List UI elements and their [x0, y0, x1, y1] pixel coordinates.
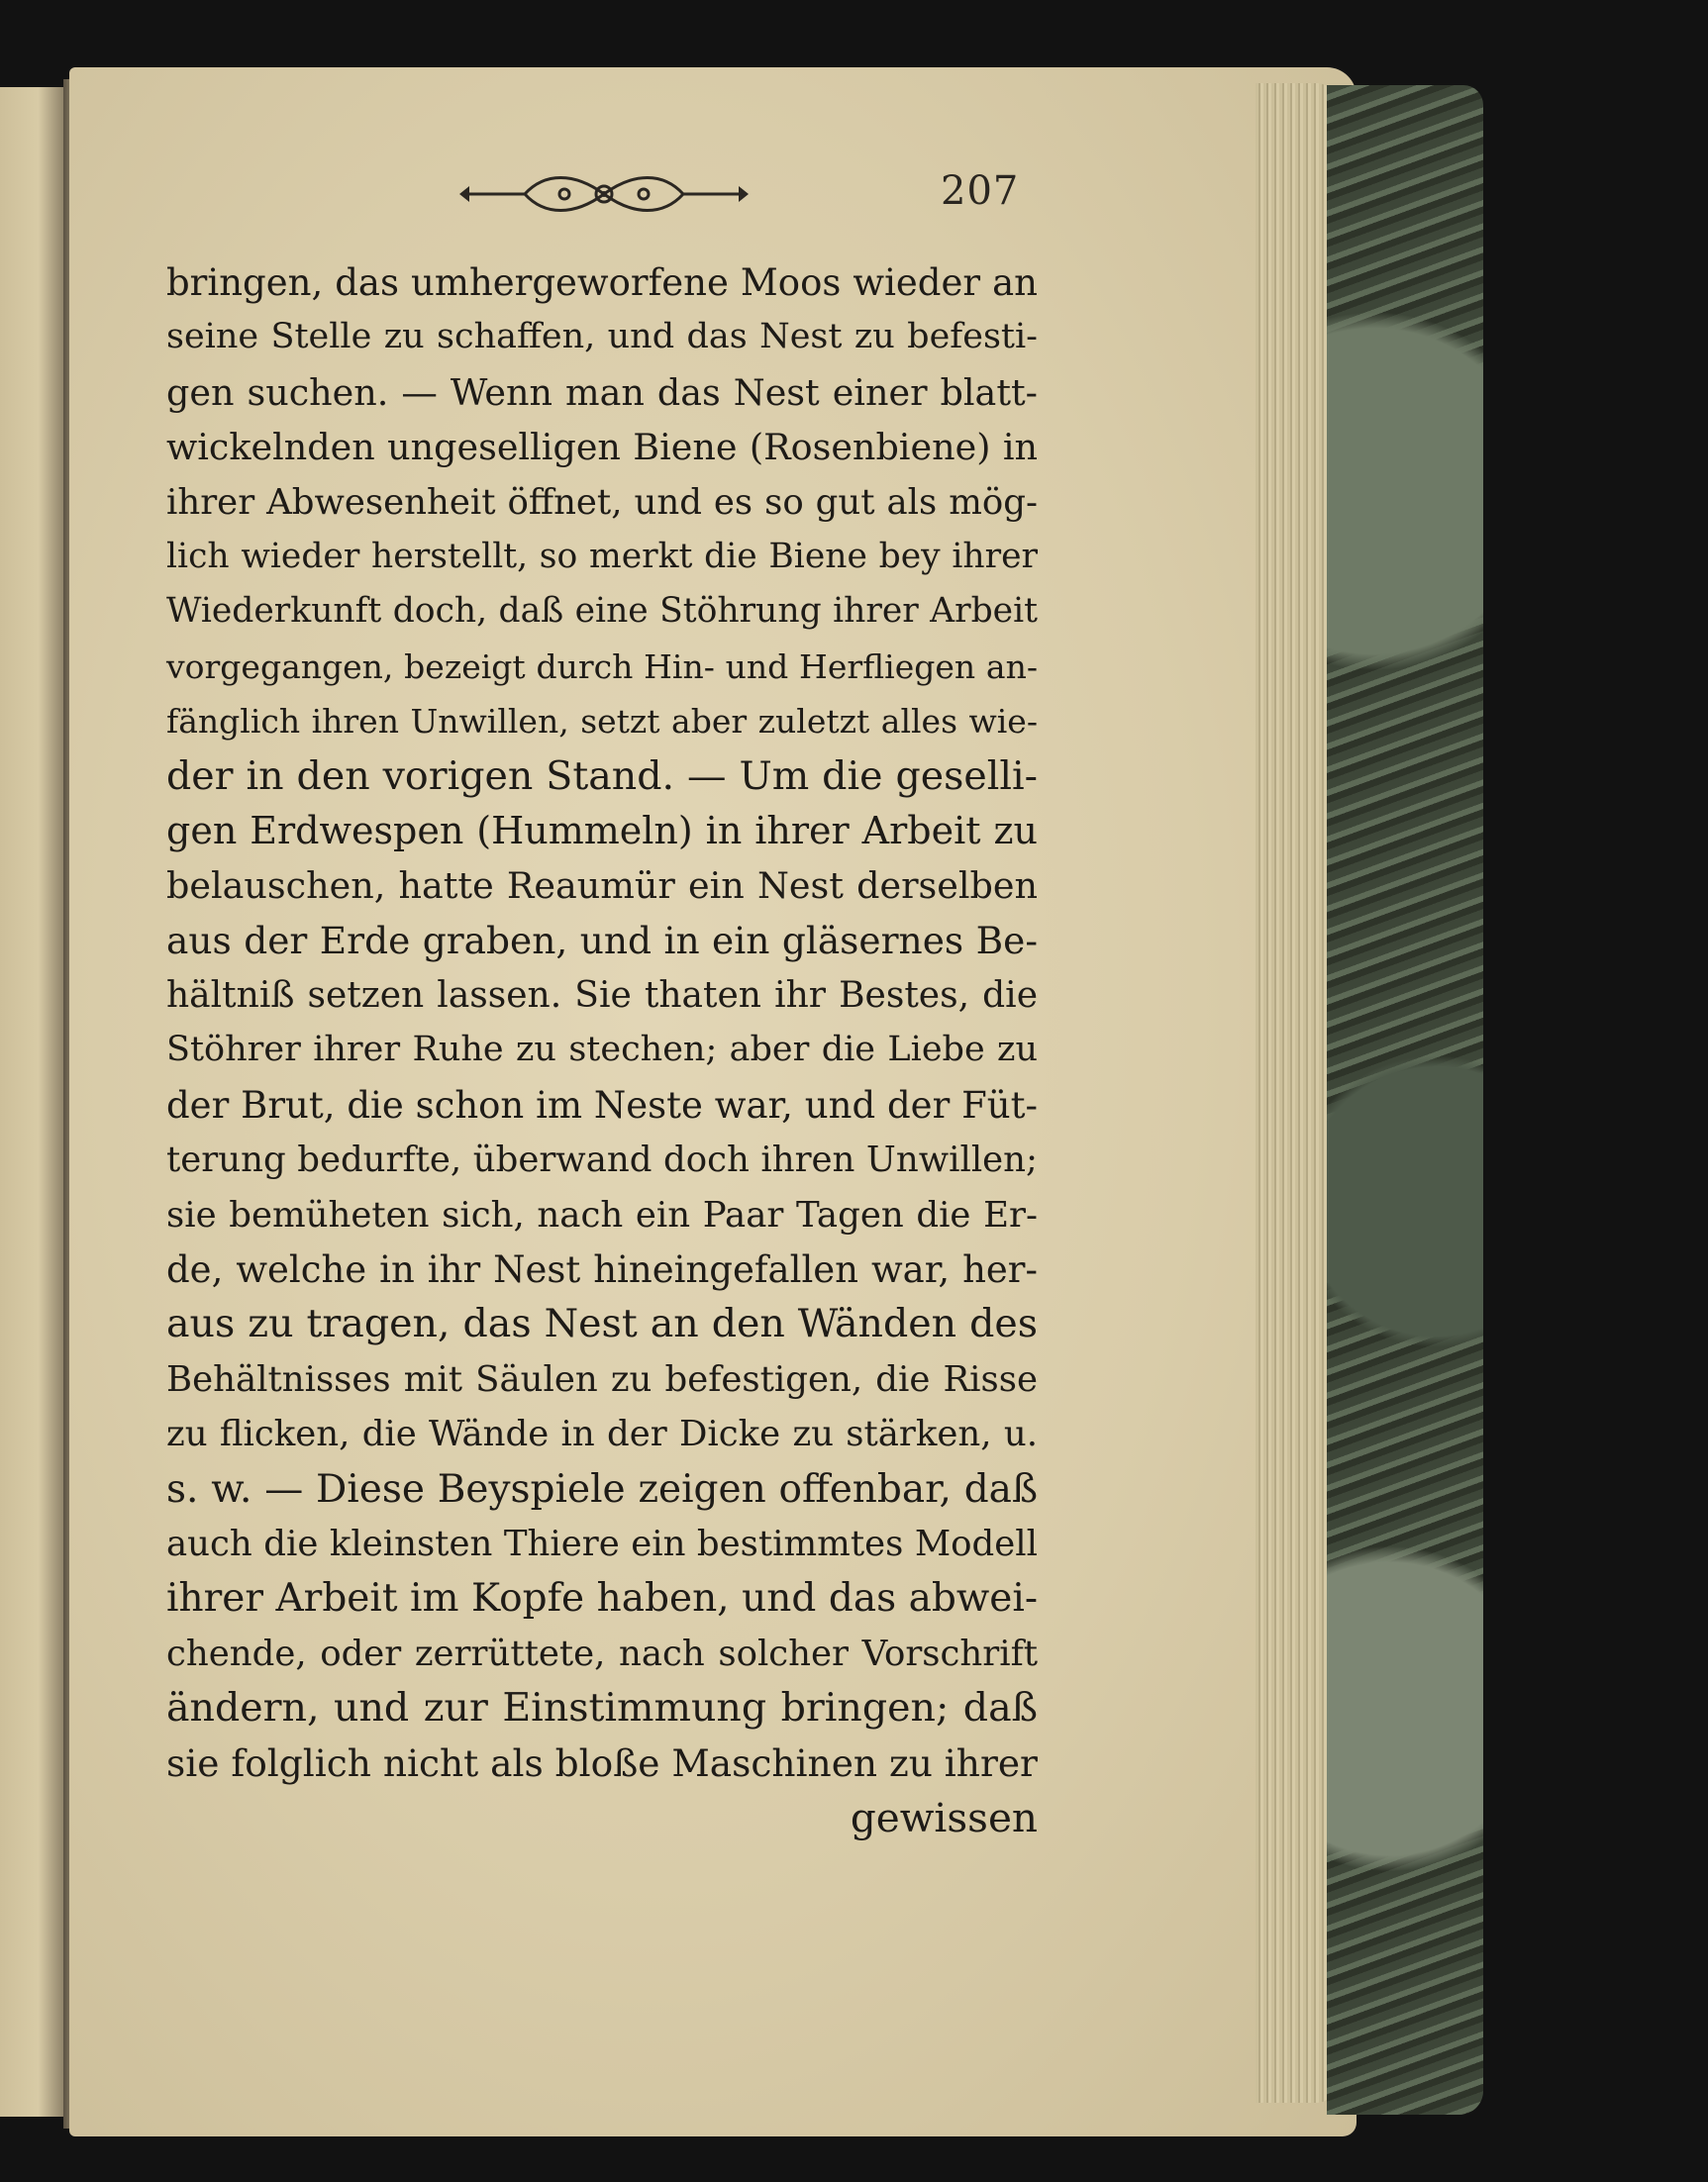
- facing-page-edge: [0, 87, 69, 2117]
- text-line: seine Stelle zu schaffen, und das Nest zu befesti-: [166, 317, 1038, 357]
- text-line: sie folglich nicht als bloße Maschinen zu ihrer: [166, 1740, 1038, 1785]
- text-line: aus zu tragen, das Nest an den Wänden des: [166, 1301, 1038, 1347]
- text-line: der in den vorigen Stand. — Um die geselli-: [166, 752, 1038, 799]
- text-line: gen Erdwespen (Hummeln) in ihrer Arbeit zu: [166, 808, 1038, 852]
- text-line: hältniß setzen lassen. Sie thaten ihr Bestes, die: [166, 975, 1038, 1017]
- text-line: wickelnden ungeselligen Biene (Rosenbiene) in: [166, 426, 1038, 469]
- marbled-cover: [1327, 85, 1483, 2115]
- text-line: ihrer Arbeit im Kopfe haben, und das abwei-: [166, 1576, 1038, 1622]
- text-line: ihrer Abwesenheit öffnet, und es so gut als mög-: [166, 481, 1038, 523]
- text-line: s. w. — Diese Beyspiele zeigen offenbar, daß: [166, 1466, 1038, 1512]
- text-line: aus der Erde graben, und in ein gläsernes Be-: [166, 918, 1038, 962]
- text-line: chende, oder zerrüttete, nach solcher Vorschrift: [166, 1633, 1038, 1674]
- page-body-text: [166, 255, 1038, 1845]
- text-line: auch die kleinsten Thiere ein bestimmtes Modell: [166, 1523, 1038, 1564]
- text-line: bringen, das umhergeworfene Moos wieder an: [166, 261, 1038, 304]
- text-line: lich wieder herstellt, so merkt die Biene bey ihrer: [166, 536, 1038, 576]
- text-line: ändern, und zur Einstimmung bringen; daß: [166, 1685, 1038, 1732]
- text-line: zu flicken, die Wände in der Dicke zu stärken, u.: [166, 1414, 1038, 1455]
- text-line: Behältnisses mit Säulen zu befestigen, die Risse: [166, 1358, 1038, 1400]
- page-number: 207: [941, 168, 1020, 214]
- text-line: fänglich ihren Unwillen, setzt aber zuletzt alles wie-: [166, 702, 1038, 742]
- catchword: gewissen: [850, 1793, 1038, 1841]
- text-line: sie bemüheten sich, nach ein Paar Tagen die Er-: [166, 1194, 1038, 1236]
- text-line: der Brut, die schon im Neste war, und der Füt-: [166, 1083, 1038, 1127]
- text-line: gen suchen. — Wenn man das Nest einer blatt-: [166, 370, 1038, 414]
- text-line: Stöhrer ihrer Ruhe zu stechen; aber die Liebe zu: [166, 1030, 1038, 1070]
- text-line: Wiederkunft doch, daß eine Stöhrung ihrer Arbeit: [166, 591, 1038, 632]
- text-line: vorgegangen, bezeigt durch Hin- und Herfliegen an-: [166, 646, 1038, 686]
- ornament-icon: [455, 166, 753, 222]
- text-line: belauschen, hatte Reaumür ein Nest derselben: [166, 864, 1038, 908]
- page-stack-edges: [1256, 83, 1335, 2103]
- page-header: [455, 166, 1030, 226]
- text-line: de, welche in ihr Nest hineingefallen war, her-: [166, 1248, 1038, 1292]
- text-line: terung bedurfte, überwand doch ihren Unwillen;: [166, 1140, 1038, 1181]
